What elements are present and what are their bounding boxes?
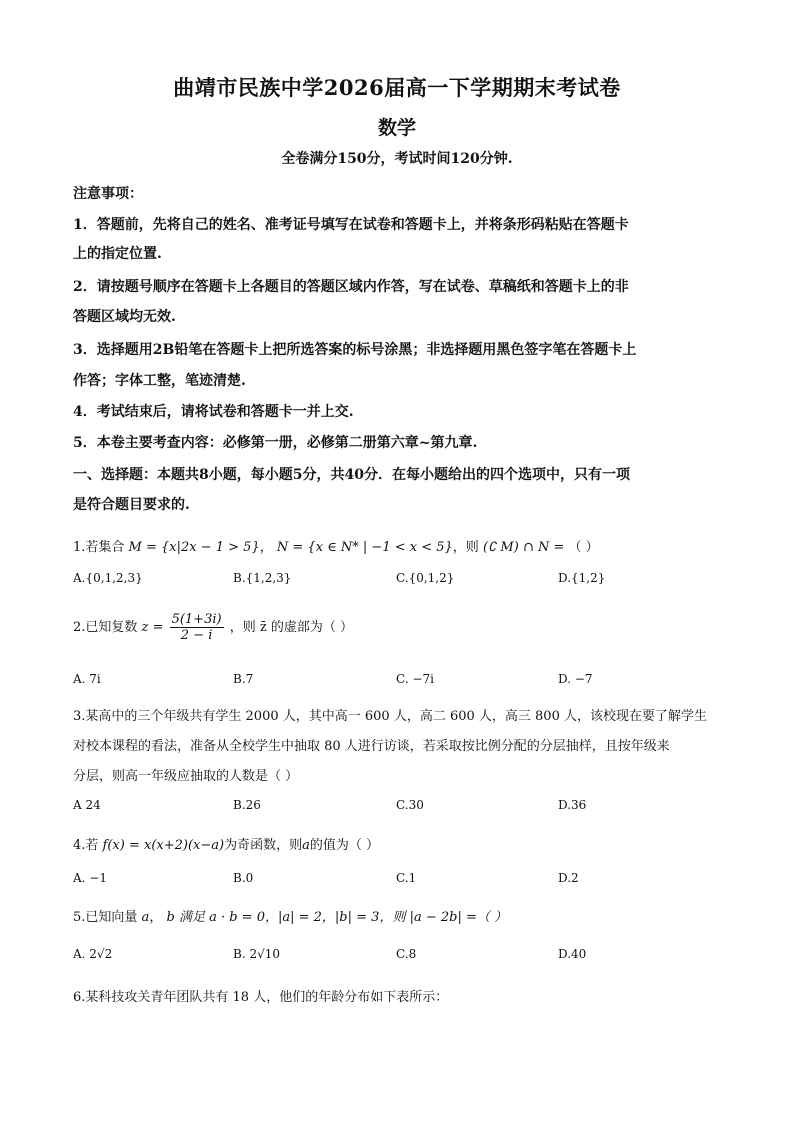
q2-option-c: C. −7i bbox=[396, 672, 434, 686]
set-m: M = {x|2x − 1 > 5} bbox=[128, 540, 260, 555]
q4-option-a: A. −1 bbox=[73, 871, 107, 885]
section-heading-cont: 是符合题目要求的. bbox=[73, 497, 190, 513]
q3-option-d: D.36 bbox=[558, 798, 587, 812]
q1-option-b: B.{1,2,3} bbox=[233, 571, 292, 585]
question-3-line: 分层，则高一年级应抽取的人数是（ ） bbox=[73, 769, 299, 784]
q2-option-b: B.7 bbox=[233, 672, 254, 686]
question-2: 2.已知复数 z = $\frac{5(1+3i)}{2 - i}$ ，则 z̄ 的虚部为（ ） bbox=[73, 612, 353, 643]
q3-option-a: A 24 bbox=[73, 798, 101, 812]
q5-option-c: C.8 bbox=[396, 947, 417, 961]
note-line: 答题区域均无效. bbox=[73, 309, 176, 325]
q1-option-c: C.{0,1,2} bbox=[396, 571, 455, 585]
note-line: 4．考试结束后，请将试卷和答题卡一并上交. bbox=[73, 404, 354, 420]
section-heading: 一、选择题：本题共8小题，每小题5分，共40分．在每小题给出的四个选项中，只有一项 bbox=[73, 467, 630, 483]
function-expression: f(x) = x(x+2)(x−a) bbox=[102, 838, 225, 853]
question-6: 6.某科技攻关青年团队共有 18 人，他们的年龄分布如下表所示： bbox=[73, 990, 449, 1005]
question-5: 5.已知向量 a， b 满足 a · b = 0，|a| = 2，|b| = 3，则 |a − 2b| =（ ） bbox=[73, 910, 507, 925]
q2-option-a: A. 7i bbox=[73, 672, 101, 686]
fraction: $\frac{5(1+3i)}{2 - i}$ bbox=[171, 612, 222, 643]
q2-option-d: D. −7 bbox=[558, 672, 593, 686]
exam-title: 曲靖市民族中学2026届高一下学期期末考试卷 bbox=[173, 75, 621, 100]
q4-option-b: B.0 bbox=[233, 871, 254, 885]
q3-option-c: C.30 bbox=[396, 798, 424, 812]
q3-option-b: B.26 bbox=[233, 798, 261, 812]
note-line: 1．答题前，先将自己的姓名、准考证号填写在试卷和答题卡上，并将条形码粘贴在答题卡 bbox=[73, 217, 629, 233]
question-1: 1.若集合 M = {x|2x − 1 > 5}， N = {x ∈ N* | −1 < x < 5}，则 (∁ M) ∩ N = （ ） bbox=[73, 540, 599, 555]
question-3-line: 3.某高中的三个年级共有学生 2000 人，其中高一 600 人，高二 600 人，高三 800 人，该校现在要了解学生 bbox=[73, 709, 707, 724]
note-line: 2．请按题号顺序在答题卡上各题目的答题区域内作答，写在试卷、草稿纸和答题卡上的非 bbox=[73, 279, 629, 295]
q1-option-a: A.{0,1,2,3} bbox=[73, 571, 143, 585]
note-line: 上的指定位置. bbox=[73, 246, 162, 262]
question-4: 4.若 f(x) = x(x+2)(x−a)为奇函数，则a的值为（ ） bbox=[73, 838, 380, 853]
subject-title: 数学 bbox=[377, 117, 416, 139]
set-n: N = {x ∈ N* | −1 < x < 5} bbox=[276, 540, 453, 555]
question-3-line: 对校本课程的看法，准备从全校学生中抽取 80 人进行访谈，若采取按比例分配的分层抽样，且按年级来 bbox=[73, 739, 670, 754]
q5-option-b: B. 2√10 bbox=[233, 947, 280, 961]
q1-option-d: D.{1,2} bbox=[558, 571, 606, 585]
q4-option-c: C.1 bbox=[396, 871, 417, 885]
q4-option-d: D.2 bbox=[558, 871, 579, 885]
q5-option-d: D.40 bbox=[558, 947, 587, 961]
set-expression: (∁ M) ∩ N = bbox=[482, 540, 565, 555]
note-line: 5．本卷主要考查内容：必修第一册，必修第二册第六章~第九章. bbox=[73, 435, 478, 451]
note-line: 3．选择题用2B铅笔在答题卡上把所选答案的标号涂黑；非选择题用黑色签字笔在答题卡上 bbox=[73, 342, 637, 358]
note-line: 作答；字体工整，笔迹清楚. bbox=[73, 373, 246, 389]
q5-option-a: A. 2√2 bbox=[73, 947, 113, 961]
notes-heading: 注意事项： bbox=[73, 186, 143, 202]
full-score-info: 全卷满分150分，考试时间120分钟. bbox=[281, 151, 513, 167]
